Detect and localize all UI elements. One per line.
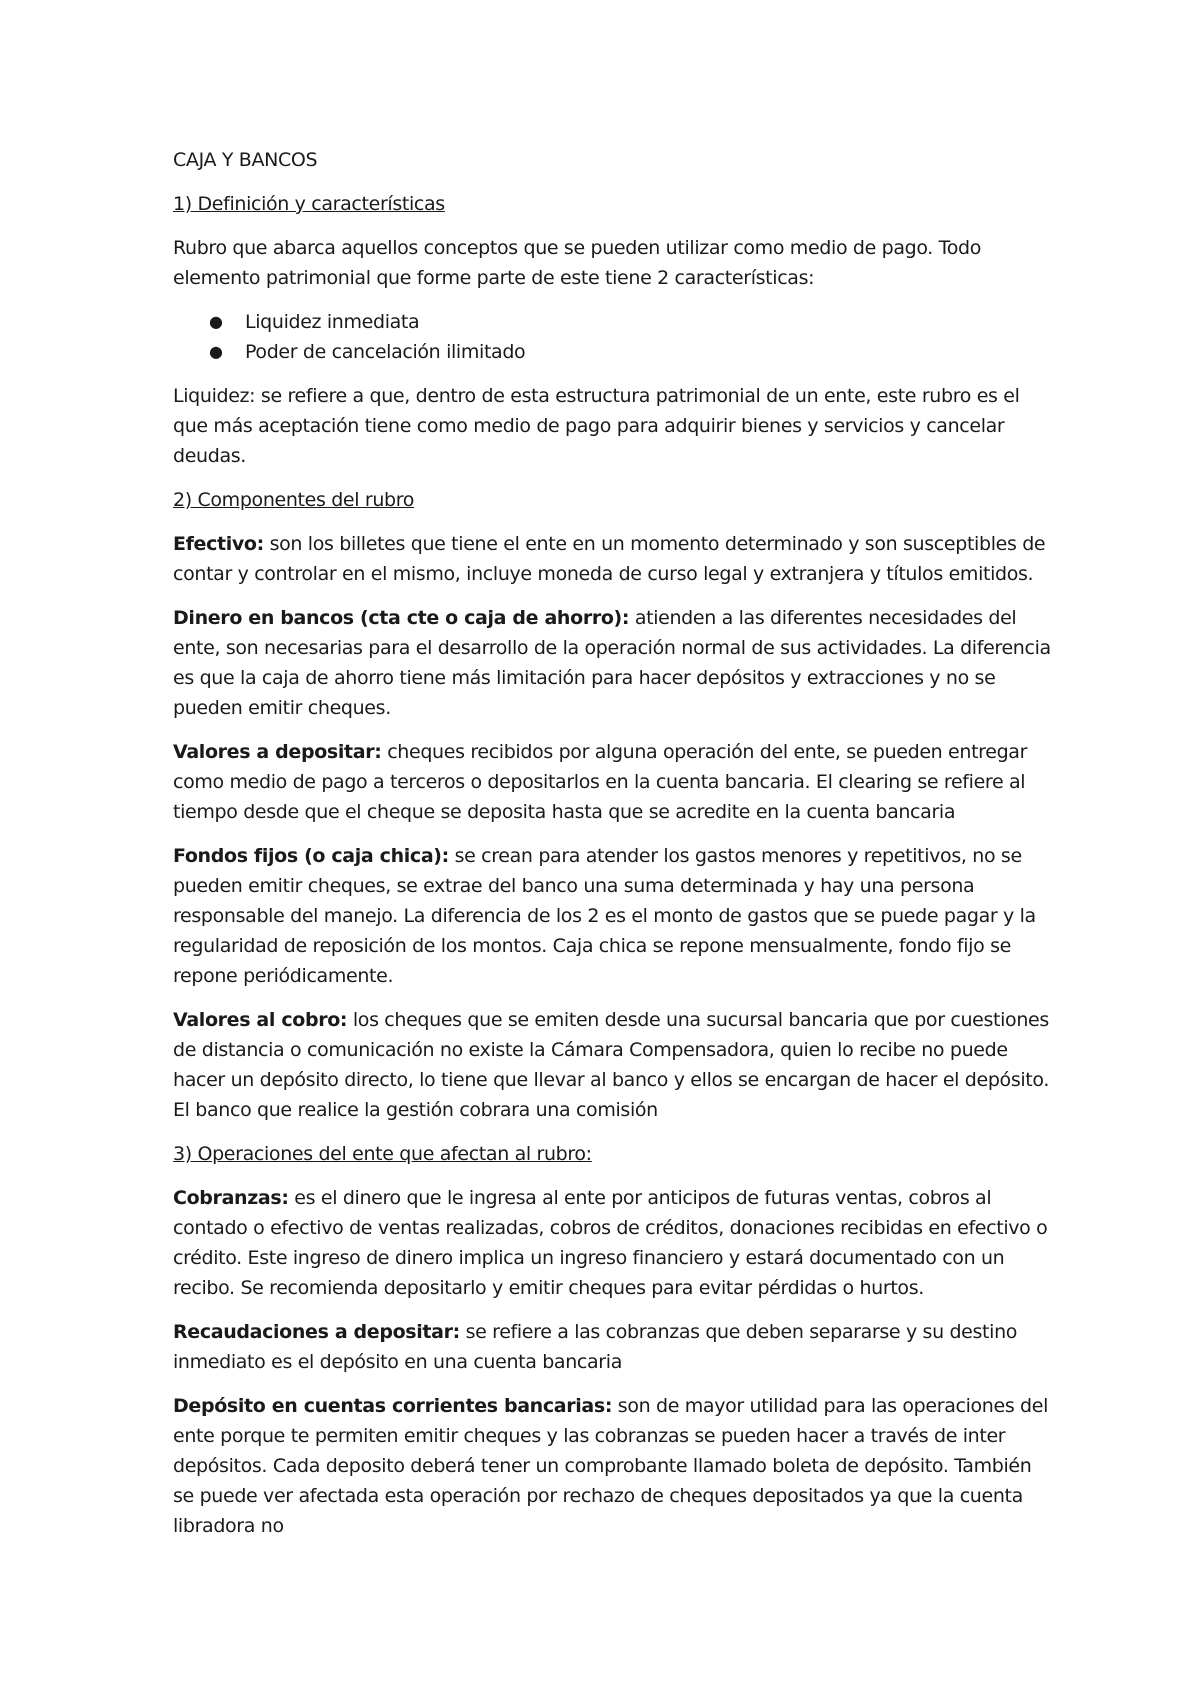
term-description: son los billetes que tiene el ente en un momento determinado y son susceptibles de contar y controlar en el mismo, incluye moneda de curso legal y extranjera y títulos emitidos. — [173, 533, 1046, 585]
term-label: Dinero en bancos (cta cte o caja de ahorro): — [173, 607, 630, 629]
section-heading-2: 2) Componentes del rubro — [173, 489, 415, 511]
term-label: Valores a depositar: — [173, 741, 382, 763]
list-item-text: Liquidez inmediata — [245, 311, 420, 333]
term-label: Fondos fijos (o caja chica): — [173, 845, 449, 867]
paragraph-valores-al-cobro — [173, 1005, 1053, 1125]
section-heading-3: 3) Operaciones del ente que afectan al rubro: — [173, 1143, 592, 1165]
characteristics-list — [173, 307, 1053, 367]
term-description: cheques recibidos por alguna operación del ente, se pueden entregar como medio de pago a terceros o depositarlos en la cuenta bancaria. El clearing se refiere al tiempo desde que el cheque se deposita hasta que se acredite en la cuenta bancaria — [173, 741, 1028, 823]
paragraph-recaudaciones — [173, 1317, 1053, 1377]
paragraph-deposito-cuentas — [173, 1391, 1053, 1541]
term-description: atienden a las diferentes necesidades del ente, son necesarias para el desarrollo de la operación normal de sus actividades. La diferencia es que la caja de ahorro tiene más limitación para hacer depósitos y extracciones y no se pueden emitir cheques. — [173, 607, 1051, 719]
bullet-icon: ● — [209, 342, 223, 361]
paragraph-valores-a-depositar — [173, 737, 1053, 827]
term-label: Efectivo: — [173, 533, 264, 555]
section-heading-1: 1) Definición y características — [173, 193, 445, 215]
paragraph-efectivo — [173, 529, 1053, 589]
term-description: se refiere a las cobranzas que deben separarse y su destino inmediato es el depósito en una cuenta bancaria — [173, 1321, 1018, 1373]
document-body — [173, 145, 1053, 1555]
term-label: Valores al cobro: — [173, 1009, 348, 1031]
list-item — [209, 337, 1053, 367]
list-item-text: Poder de cancelación ilimitado — [245, 341, 526, 363]
paragraph-liquidez: Liquidez: se refiere a que, dentro de esta estructura patrimonial de un ente, este rubro es el que más aceptación tiene como medio de pago para adquirir bienes y servicios y cancelar deudas. — [173, 385, 1020, 467]
paragraph-fondos-fijos — [173, 841, 1053, 991]
document-title: CAJA Y BANCOS — [173, 149, 318, 171]
paragraph-dinero-en-bancos — [173, 603, 1053, 723]
term-label: Depósito en cuentas corrientes bancarias: — [173, 1395, 613, 1417]
term-description: se crean para atender los gastos menores y repetitivos, no se pueden emitir cheques, se extrae del banco una suma determinada y hay una persona responsable del manejo. La diferencia de los 2 es el monto de gastos que se puede pagar y la regularidad de reposición de los montos. Caja chica se repone mensualmente, fondo fijo se repone periódicamente. — [173, 845, 1036, 987]
term-description: son de mayor utilidad para las operaciones del ente porque te permiten emitir cheques y las cobranzas se pueden hacer a través de inter depósitos. Cada deposito deberá tener un comprobante llamado boleta de depósito. También se puede ver afectada esta operación por rechazo de cheques depositados ya que la cuenta libradora no — [173, 1395, 1049, 1537]
paragraph-intro: Rubro que abarca aquellos conceptos que se pueden utilizar como medio de pago. Todo elemento patrimonial que forme parte de este tiene 2 características: — [173, 237, 981, 289]
term-label: Recaudaciones a depositar: — [173, 1321, 460, 1343]
bullet-icon: ● — [209, 312, 223, 331]
term-description: los cheques que se emiten desde una sucursal bancaria que por cuestiones de distancia o comunicación no existe la Cámara Compensadora, quien lo recibe no puede hacer un depósito directo, lo tiene que llevar al banco y ellos se encargan de hacer el depósito. El banco que realice la gestión cobrara una comisión — [173, 1009, 1050, 1121]
term-label: Cobranzas: — [173, 1187, 289, 1209]
paragraph-cobranzas — [173, 1183, 1053, 1303]
term-description: es el dinero que le ingresa al ente por anticipos de futuras ventas, cobros al contado o efectivo de ventas realizadas, cobros de créditos, donaciones recibidas en efectivo o crédito. Este ingreso de dinero implica un ingreso financiero y estará documentado con un recibo. Se recomienda depositarlo y emitir cheques para evitar pérdidas o hurtos. — [173, 1187, 1048, 1299]
list-item — [209, 307, 1053, 337]
